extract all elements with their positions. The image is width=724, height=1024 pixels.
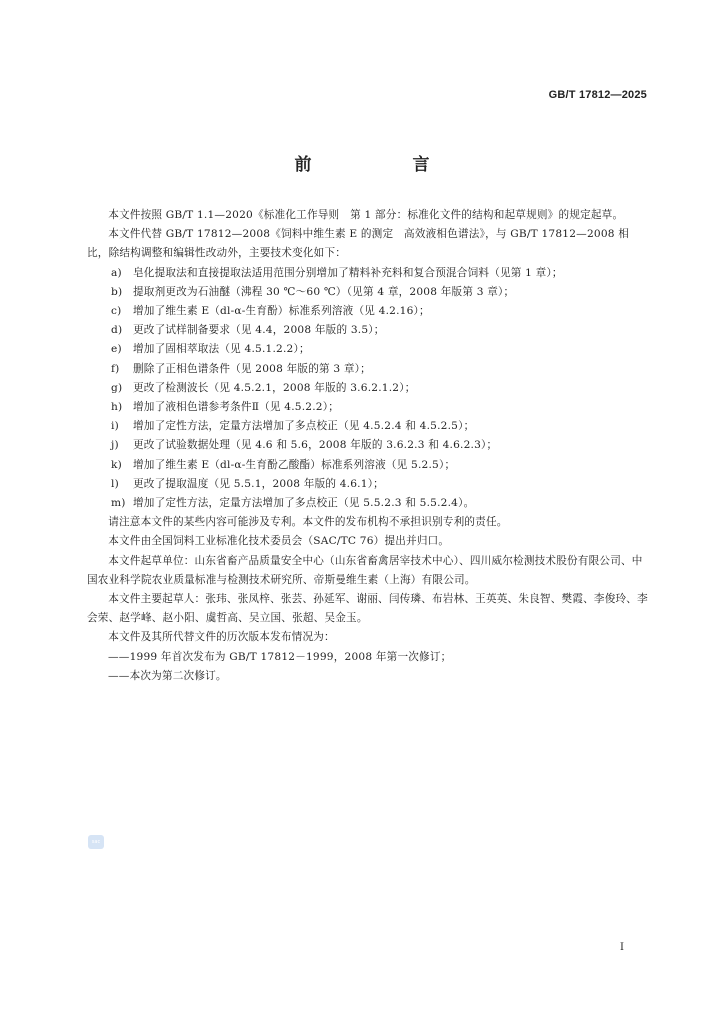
history-item: ——1999 年首次发布为 GB/T 17812－1999，2008 年第一次修订； (108, 650, 452, 663)
list-item (87, 283, 649, 302)
list-item-text: 更改了提取温度（见 5.5.1，2008 年版的 4.6.1）； (133, 477, 384, 490)
list-item-mark: a) (111, 266, 122, 279)
list-item-mark: c) (111, 305, 122, 318)
list-item (87, 264, 649, 283)
list-item (87, 321, 649, 340)
intro-paragraph-2: 本文件代替 GB/T 17812—2008《饲料中维生素 E 的测定 高效液相色谱法》，与 GB/T 17812—2008 相比，除结构调整和编辑性改动外，主要技术变化如下： (87, 228, 630, 260)
standard-number: GB/T 17812—2025 (548, 89, 647, 101)
list-item (87, 379, 649, 398)
list-item-mark: b) (111, 285, 123, 298)
list-item (87, 494, 649, 513)
list-item (87, 475, 649, 494)
list-item-text: 更改了检测波长（见 4.5.2.1，2008 年版的 3.6.2.1.2）； (133, 381, 416, 394)
proposer-statement: 本文件由全国饲料工业标准化技术委员会（SAC/TC 76）提出并归口。 (108, 535, 450, 548)
list-item-text: 删除了正相色谱条件（见 2008 年版的第 3 章）； (133, 362, 371, 375)
drafters: 本文件主要起草人：张玮、张凤梓、张芸、孙延军、谢丽、闫传璘、布岩林、王英英、朱良智、樊霞、李俊玲、李会荣、赵学峰、赵小阳、虞哲高、吴立国、张超、吴金玉。 (87, 593, 648, 625)
changes-list (87, 264, 649, 514)
list-item-mark: e) (111, 343, 122, 356)
list-item-mark: j) (111, 439, 119, 452)
patent-notice: 请注意本文件的某些内容可能涉及专利。本文件的发布机构不承担识别专利的责任。 (108, 516, 508, 529)
list-item-mark: i) (111, 420, 119, 433)
list-item-text: 皂化提取法和直接提取法适用范围分别增加了精料补充料和复合预混合饲料（见第 1 章）； (133, 266, 563, 279)
list-item-text: 增加了维生素 E（dl-α-生育酚乙酸酯）标准系列溶液（见 5.2.5）； (133, 458, 456, 471)
drafting-units: 本文件起草单位：山东省畜产品质量安全中心（山东省畜禽居宰技术中心）、四川威尔检测技术股份有限公司、中国农业科学院农业质量标准与检测技术研究所、帝斯曼维生素（上海）有限公司。 (87, 554, 643, 586)
list-item (87, 398, 649, 417)
list-item-text: 增加了固相萃取法（见 4.5.1.2.2）； (133, 343, 310, 356)
list-item (87, 456, 649, 475)
foreword-body (87, 206, 649, 686)
list-item-mark: k) (111, 458, 122, 471)
list-item-mark: d) (111, 324, 123, 337)
list-item-text: 更改了试样制备要求（见 4.4，2008 年版的 3.5）； (133, 324, 385, 337)
history-item: ——本次为第二次修订。 (108, 669, 227, 682)
list-item-mark: h) (111, 401, 123, 414)
list-item (87, 360, 649, 379)
list-item (87, 417, 649, 436)
list-item-mark: f) (111, 362, 120, 375)
list-item-text: 增加了液相色谱参考条件Ⅱ（见 4.5.2.2）； (133, 401, 340, 414)
page-number: I (620, 942, 624, 953)
list-item-text: 提取剂更改为石油醚（沸程 30 ℃～60 ℃）（见第 4 章，2008 年版第 3 章）； (133, 285, 515, 298)
page-title: 前 言 (294, 155, 472, 175)
list-item-text: 更改了试验数据处理（见 4.6 和 5.6，2008 年版的 3.6.2.3 和 4.6.2.3）； (133, 439, 498, 452)
list-item-text: 增加了定性方法，定量方法增加了多点校正（见 4.5.2.4 和 4.5.2.5）； (133, 420, 475, 433)
list-item-mark: m) (111, 497, 126, 510)
history-intro: 本文件及其所代替文件的历次版本发布情况为： (108, 631, 335, 644)
list-item (87, 340, 649, 359)
intro-paragraph-1: 本文件按照 GB/T 1.1—2020《标准化工作导则 第 1 部分：标准化文件的结构和起草规则》的规定起草。 (108, 209, 624, 221)
list-item-mark: l) (111, 477, 119, 490)
sac-logo-icon: sac (88, 835, 104, 849)
list-item-text: 增加了维生素 E（dl-α-生育酚）标准系列溶液（见 4.2.16）； (133, 305, 430, 318)
list-item-mark: g) (111, 381, 123, 394)
list-item (87, 302, 649, 321)
list-item-text: 增加了定性方法，定量方法增加了多点校正（见 5.5.2.3 和 5.5.2.4）。 (133, 497, 475, 510)
list-item (87, 436, 649, 455)
